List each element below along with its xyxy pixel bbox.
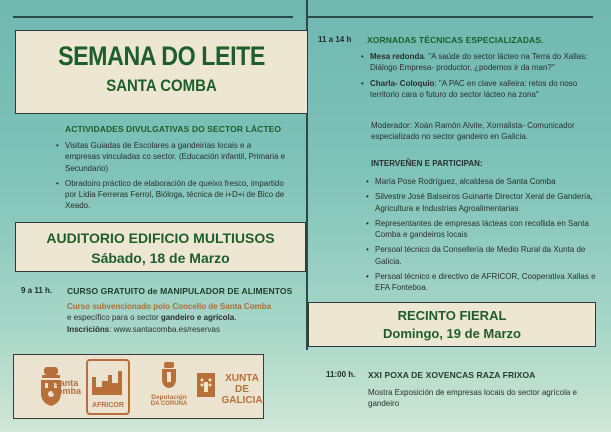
logo-deputacion bbox=[144, 361, 194, 413]
venue-date: Sábado, 18 de Marzo bbox=[91, 250, 230, 266]
signup-link[interactable]: : www.santacomba.es/reservas bbox=[109, 324, 220, 334]
course-time: 9 a 11 h. bbox=[21, 286, 53, 295]
activities-list bbox=[56, 140, 288, 216]
auction-time: 11:00 h. bbox=[326, 370, 356, 379]
title-box bbox=[15, 30, 308, 114]
list-item: • Representantes de empresas lácteas con recollida en Santa Comba e gandeiros locais bbox=[366, 218, 601, 241]
africor-skyline-icon bbox=[88, 367, 128, 397]
participants-title: INTERVEÑEN E PARTICIPAN: bbox=[371, 159, 483, 168]
list-item: • Charla- Coloquio: "A PAC en clave xalleira: retos do noso territorio cara o futuro do sector lácteo na zona" bbox=[361, 78, 593, 101]
session-time: 11 a 14 h bbox=[318, 35, 352, 44]
logo-africor bbox=[86, 359, 130, 415]
deputacion-crest-icon bbox=[160, 361, 178, 389]
course-signup: Inscricións: www.santacomba.es/reservas bbox=[67, 324, 220, 334]
moderator-text: Moderador: Xoán Ramón Alvite, Xornalista- Comunicador especializado no sector gandeiro en Galicia. bbox=[371, 121, 575, 142]
activities-title: ACTIVIDADES DIVULGATIVAS DO SECTOR LÁCTEO bbox=[65, 124, 282, 134]
logo-santa-comba bbox=[28, 365, 82, 409]
list-item: • Persoal técnico da Consellería de Medio Rural da Xunta de Galicia. bbox=[366, 244, 601, 267]
venue-date: Domingo, 19 de Marzo bbox=[383, 326, 521, 341]
xunta-shield-icon bbox=[197, 373, 215, 397]
logo-text-xunta: XUNTA DE GALICIA bbox=[221, 373, 263, 406]
top-rule-left bbox=[13, 16, 293, 18]
course-details bbox=[67, 301, 302, 335]
page-subtitle: SANTA COMBA bbox=[106, 76, 217, 95]
venue-box-sunday bbox=[308, 302, 596, 347]
course-description: e específico para o sector gandeiro e agrícola. bbox=[67, 313, 237, 323]
course-subsidy: Curso subvencionado polo Concello de Santa Comba bbox=[67, 302, 272, 311]
course-title: CURSO GRATUITO de MANIPULADOR DE ALIMENTOS bbox=[67, 286, 293, 296]
venue-name: AUDITORIO EDIFICIO MULTIUSOS bbox=[46, 230, 275, 246]
session-list bbox=[361, 51, 593, 104]
logo-text-africor: AFRICOR bbox=[92, 402, 124, 409]
logo-text-deputacion: Deputación bbox=[151, 394, 187, 401]
list-item: • Obradoiro práctico de elaboración de queixo fresco, impartido por Lidia Ferreras Ferrol, Bióloga, técnica de i+D+i de Bico de Xeado. bbox=[56, 178, 288, 212]
logo-xunta bbox=[197, 373, 265, 406]
list-item: • María Pose Rodríguez, alcaldesa de Santa Comba bbox=[366, 176, 601, 187]
top-rule-right bbox=[307, 16, 593, 18]
auction-description: Mostra Exposición de empresas locais do sector agrícola e gandeiro bbox=[368, 388, 577, 409]
list-item: • Persoal técnico e directivo de AFRICOR, Cooperativa Xallas e EFA Fonteboa. bbox=[366, 271, 601, 294]
session-title: XORNADAS TÉCNICAS ESPECIALIZADAS. bbox=[367, 35, 544, 45]
list-item: • Mesa redonda. "A saúde do sector lácteo na Terra do Xallas: Diálogo Empresa- productor, ¿podemos ir da man?" bbox=[361, 51, 593, 74]
list-item: • Visitas Guiadas de Escolares a gandeirías locais e a empresas vinculadas co sector. (Educación infantil, Primaria e Secundario) bbox=[56, 140, 288, 174]
list-item: • Silvestre José Balseiros Guinarte Director Xeral de Gandería, Agricultura e Industrias Agroalimentarias bbox=[366, 191, 601, 214]
logo-subtext-deputacion: DA CORUÑA bbox=[150, 401, 188, 407]
logo-text-santa-comba: santa comba bbox=[52, 378, 82, 396]
participants-list bbox=[366, 176, 601, 298]
venue-box-saturday bbox=[15, 222, 306, 272]
page-title: SEMANA DO LEITE bbox=[58, 41, 265, 71]
auction-title: XXI POXA DE XOVENCAS RAZA FRIXOA bbox=[368, 370, 536, 380]
sponsor-logos bbox=[13, 354, 264, 419]
venue-name: RECINTO FIERAL bbox=[397, 308, 507, 323]
